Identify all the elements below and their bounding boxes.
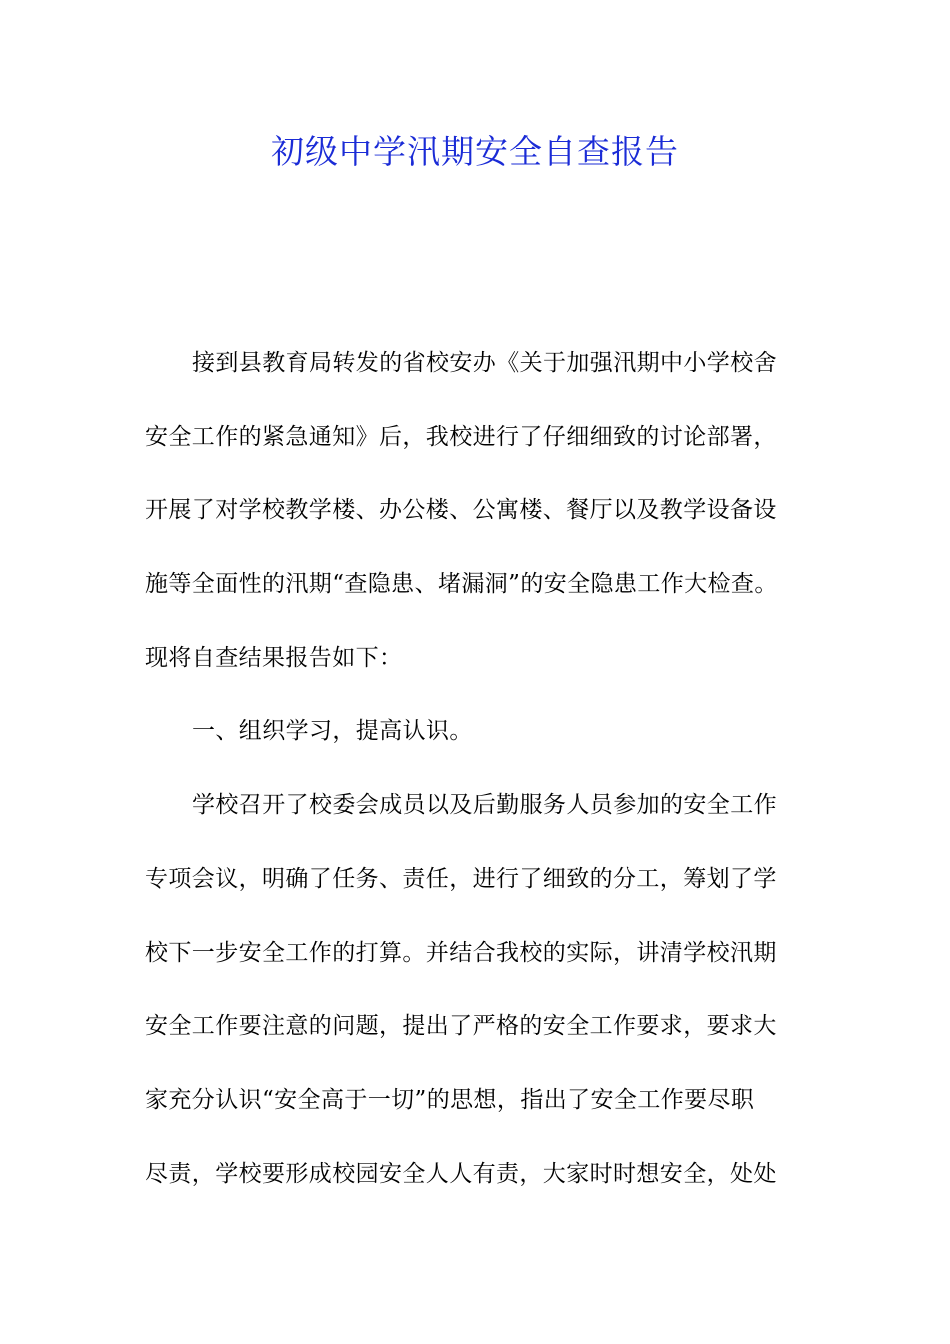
body-line-4: 施等全面性的汛期“查隐患、堵漏洞”的安全隐患工作大检查。 — [145, 571, 778, 598]
section-heading-1: 一、组织学习，提高认识。 — [192, 718, 473, 745]
body-line-8: 专项会议，明确了任务、责任，进行了细致的分工，筹划了学 — [145, 865, 777, 892]
body-line-2: 安全工作的紧急通知》后，我校进行了仔细细致的讨论部署， — [145, 423, 777, 450]
document-body — [145, 336, 820, 1220]
body-line-3: 开展了对学校教学楼、办公楼、公寓楼、餐厅以及教学设备设 — [145, 497, 777, 524]
body-line-11: 家充分认识“安全高于一切”的思想，指出了安全工作要尽职 — [145, 1086, 755, 1113]
body-line-7: 学校召开了校委会成员以及后勤服务人员参加的安全工作 — [192, 792, 777, 819]
body-line-5: 现将自查结果报告如下： — [145, 644, 403, 671]
body-line-9: 校下一步安全工作的打算。并结合我校的实际，讲清学校汛期 — [145, 939, 777, 966]
body-line-1: 接到县教育局转发的省校安办《关于加强汛期中小学校舍 — [192, 350, 777, 376]
body-line-12: 尽责，学校要形成校园安全人人有责，大家时时想安全，处处 — [145, 1160, 777, 1187]
body-line-10: 安全工作要注意的问题，提出了严格的安全工作要求，要求大 — [145, 1013, 777, 1040]
document-title: 初级中学汛期安全自查报告 — [271, 132, 679, 171]
